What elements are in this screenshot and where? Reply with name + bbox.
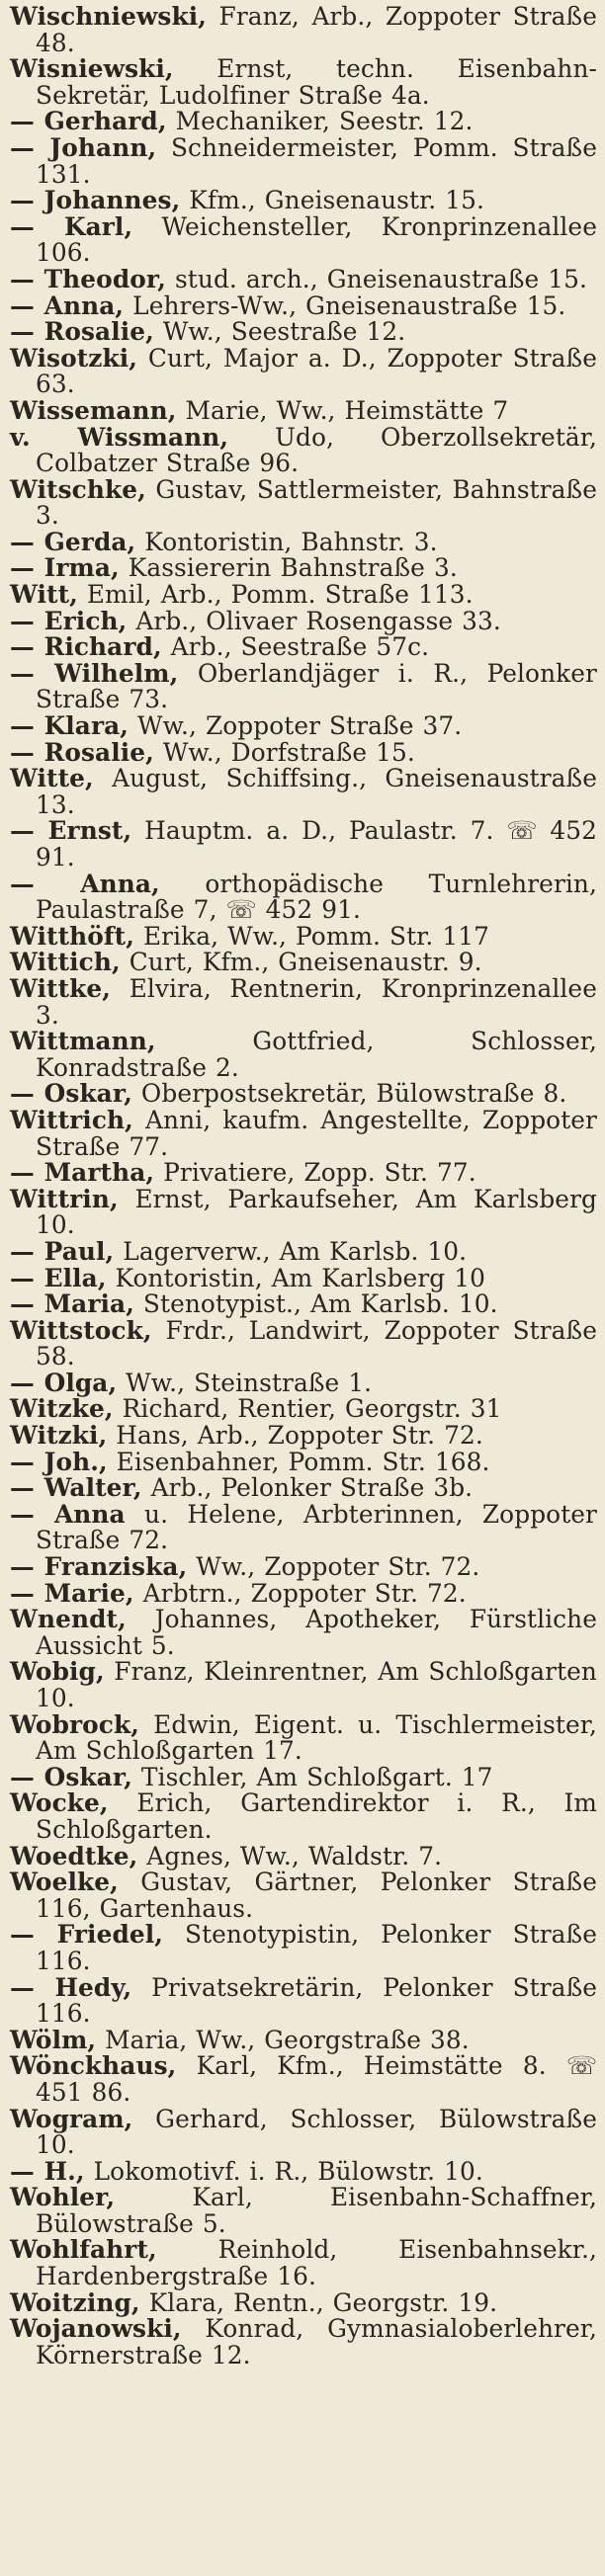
entry-details: Klara, Rentn., Georgstr. 19. xyxy=(139,2287,498,2317)
entry-details: Reinhold, Eisenbahnsekr., Hardenbergstraße 16. xyxy=(36,2235,597,2291)
entry-name: — Theodor, xyxy=(10,264,166,293)
entry-name: — Oskar, xyxy=(10,1079,132,1109)
directory-entry xyxy=(10,527,597,556)
directory-entry xyxy=(10,422,597,478)
entry-details: August, Schiffsing., Gneisenaustraße 13. xyxy=(36,764,597,819)
entry-details: Mechaniker, Seestr. 12. xyxy=(166,107,474,136)
entry-details: Franz, Kleinrentner, Am Schloßgarten 10. xyxy=(36,1657,597,1712)
entry-details: Emil, Arb., Pomm. Straße 113. xyxy=(77,580,474,610)
entry-name: — Martha, xyxy=(10,1158,155,1188)
entry-name: Wisniewski, xyxy=(10,54,174,84)
directory-entry xyxy=(10,973,597,1030)
directory-entry xyxy=(10,2104,597,2160)
directory-entry xyxy=(10,2237,597,2289)
entry-name: — Johannes, xyxy=(10,186,181,215)
entry-details: Oberpostsekretär, Bülowstraße 8. xyxy=(131,1079,567,1109)
directory-entry xyxy=(10,1447,597,1476)
directory-entry xyxy=(10,869,597,925)
entry-name: — Richard, xyxy=(10,632,162,662)
entry-name: — Maria, xyxy=(10,1289,134,1319)
entry-details: Ww., Steinstraße 1. xyxy=(117,1368,373,1397)
directory-entry xyxy=(10,2287,597,2317)
directory-entry xyxy=(10,2316,597,2368)
entry-name: Wobrock, xyxy=(10,1709,140,1739)
directory-entry xyxy=(10,56,597,109)
directory-entry xyxy=(10,2053,597,2106)
entry-details: Erich, Gartendirektor i. R., Im Schloßgarten. xyxy=(36,1788,597,1844)
entry-name: — Irma, xyxy=(10,553,120,583)
entry-name: Wittich, xyxy=(10,948,121,977)
entry-details: Hauptm. a. D., Paulastr. 7. ☏ 452 91. xyxy=(36,816,597,872)
entry-details: Privatsekretärin, Pelonker Straße 116. xyxy=(36,1972,598,2029)
directory-entry xyxy=(10,1423,597,1450)
entry-details: Gustav, Gärtner, Pelonker Straße 116, Gartenhaus. xyxy=(36,1868,597,1923)
directory-entry xyxy=(10,582,597,609)
entry-name: — Walter, xyxy=(10,1473,142,1503)
entry-name: — Erich, xyxy=(10,606,128,635)
entry-name: v. Wissmann, xyxy=(10,422,229,452)
directory-entry xyxy=(10,1263,597,1292)
entry-name: — Olga, xyxy=(10,1368,118,1397)
entry-name: Woelke, xyxy=(10,1868,119,1897)
directory-entry xyxy=(10,1160,597,1187)
entry-name: — Rosalie, xyxy=(10,317,154,347)
entry-details: Arb., Seestraße 57c. xyxy=(161,632,430,662)
directory-entry xyxy=(10,1499,597,1555)
entry-name: Wissemann, xyxy=(10,395,177,425)
entry-name: Wobig, xyxy=(10,1657,105,1687)
entry-details: Lokomotivf. i. R., Bülowstr. 10. xyxy=(84,2156,483,2186)
directory-entry xyxy=(10,264,597,293)
entry-name: Wittstock, xyxy=(10,1315,152,1345)
entry-details: Konrad, Gymnasialoberlehrer, Körnerstraße 12. xyxy=(36,2314,597,2369)
entry-name: Wisotzki, xyxy=(10,343,138,373)
directory-entry xyxy=(10,1709,597,1766)
directory-entry xyxy=(10,395,597,425)
entry-name: Witzki, xyxy=(10,1421,108,1451)
entry-name: Wohler, xyxy=(10,2183,116,2212)
directory-entry xyxy=(10,1368,597,1397)
entry-name: Wischniewski, xyxy=(10,2,207,31)
directory-entry xyxy=(10,555,597,582)
entry-details: Eisenbahner, Pomm. Str. 168. xyxy=(107,1447,490,1476)
entry-details: Karl, Eisenbahn-Schaffner, Bülowstraße 5. xyxy=(36,2183,597,2238)
directory-entry xyxy=(10,1029,597,1081)
directory-entry xyxy=(10,1184,597,1240)
directory-entry xyxy=(10,713,597,740)
entry-details: u. Helene, Arbterinnen, Zoppoter Straße 72. xyxy=(36,1499,597,1555)
entry-details: Gottfried, Schlosser, Konradstraße 2. xyxy=(36,1027,597,1082)
entry-details: Stenotypist., Am Karlsb. 10. xyxy=(133,1289,498,1319)
directory-entry xyxy=(10,2025,597,2054)
entry-name: — Anna xyxy=(10,1499,126,1529)
directory-entry xyxy=(10,818,597,871)
directory-entry xyxy=(10,921,597,951)
entry-name: Wittrich, xyxy=(10,1105,133,1134)
entry-name: — Ella, xyxy=(10,1263,107,1292)
entry-details: Erika, Ww., Pomm. Str. 117 xyxy=(133,921,490,951)
entry-name: Wojanowski, xyxy=(10,2314,182,2344)
entry-name: — Rosalie, xyxy=(10,737,154,767)
directory-entry xyxy=(10,634,597,661)
entry-details: Agnes, Ww., Waldstr. 7. xyxy=(137,1841,443,1870)
directory-entry xyxy=(10,1607,597,1659)
entry-name: — Anna, xyxy=(10,869,160,898)
entry-details: Curt, Kfm., Gneisenaustr. 9. xyxy=(120,948,482,977)
directory-entry xyxy=(10,766,597,818)
entry-name: — Wilhelm, xyxy=(10,658,179,688)
directory-entry xyxy=(10,1554,597,1581)
entry-name: — Friedel, xyxy=(10,1920,164,1950)
entry-details: Kontoristin, Am Karlsberg 10 xyxy=(106,1263,485,1292)
entry-details: Anni, kaufm. Angestellte, Zoppoter Straße 77. xyxy=(36,1105,597,1161)
directory-entry xyxy=(10,1475,597,1502)
entry-name: — Gerda, xyxy=(10,527,136,556)
entry-details: Lagerverw., Am Karlsb. 10. xyxy=(114,1236,468,1266)
entry-name: Wogram, xyxy=(10,2104,133,2133)
entry-details: Maria, Ww., Georgstraße 38. xyxy=(96,2025,470,2054)
entry-name: Wittke, xyxy=(10,973,112,1003)
entry-name: — H., xyxy=(10,2156,85,2186)
entry-name: Witt, xyxy=(10,580,78,610)
entry-name: Wönckhaus, xyxy=(10,2051,177,2081)
entry-details: Karl, Kfm., Heimstätte 8. ☏ 451 86. xyxy=(36,2051,597,2107)
directory-entry xyxy=(10,658,597,714)
directory-entry xyxy=(10,606,597,635)
entry-name: Wnendt, xyxy=(10,1605,127,1634)
entry-name: Witte, xyxy=(10,764,94,793)
entry-name: — Anna, xyxy=(10,291,125,320)
entry-name: — Paul, xyxy=(10,1236,115,1266)
directory-entry xyxy=(10,293,597,320)
entry-details: stud. arch., Gneisenaustraße 15. xyxy=(166,264,588,293)
entry-details: Weichensteller, Kronprinzenallee 106. xyxy=(36,211,597,268)
directory-entry xyxy=(10,1659,597,1711)
entry-name: — Joh., xyxy=(10,1447,108,1476)
entry-name: Wölm, xyxy=(10,2025,97,2054)
directory-entry xyxy=(10,1291,597,1318)
entry-details: Elvira, Rentnerin, Kronprinzenallee 3. xyxy=(36,973,597,1030)
directory-entry xyxy=(10,343,597,399)
entry-details: Arb., Olivaer Rosengasse 33. xyxy=(127,606,501,635)
entry-name: — Karl, xyxy=(10,211,133,241)
directory-entry xyxy=(10,1922,597,1974)
entry-name: — Ernst, xyxy=(10,816,132,846)
entry-details: Stenotypistin, Pelonker Straße 116. xyxy=(36,1920,597,1975)
directory-entry xyxy=(10,4,597,56)
entry-name: Wittmann, xyxy=(10,1027,156,1056)
entry-details: orthopädische Turnlehrerin, Paulastraße 7, ☏ 452 91. xyxy=(36,869,597,925)
entry-name: Witthöft, xyxy=(10,921,134,951)
directory-entry xyxy=(10,188,597,214)
directory-entry xyxy=(10,1841,597,1870)
entry-details: Lehrers-Ww., Gneisenaustraße 15. xyxy=(124,291,566,320)
directory-entry xyxy=(10,950,597,976)
entry-details: Curt, Major a. D., Zoppoter Straße 63. xyxy=(36,343,597,399)
directory-entry xyxy=(10,132,597,189)
entry-name: Wittrin, xyxy=(10,1184,119,1213)
entry-details: Frdr., Landwirt, Zoppoter Straße 58. xyxy=(36,1315,597,1371)
directory-entry xyxy=(10,1081,597,1108)
entry-name: — Gerhard, xyxy=(10,107,167,136)
entry-details: Arb., Pelonker Straße 3b. xyxy=(141,1473,474,1503)
entry-details: Hans, Arb., Zoppoter Str. 72. xyxy=(107,1421,483,1451)
entry-name: Witschke, xyxy=(10,474,146,504)
directory-entry xyxy=(10,1396,597,1423)
directory-entry xyxy=(10,1762,597,1791)
entry-details: Kfm., Gneisenaustr. 15. xyxy=(180,186,485,215)
entry-details: Schneidermeister, Pomm. Straße 131. xyxy=(36,132,597,189)
entry-name: Witzke, xyxy=(10,1394,114,1424)
entry-details: Kontoristin, Bahnstr. 3. xyxy=(135,527,438,556)
entry-details: Gerhard, Schlosser, Bülowstraße 10. xyxy=(36,2104,597,2160)
entry-details: Edwin, Eigent. u. Tischlermeister, Am Schloßgarten 17. xyxy=(36,1709,597,1766)
directory-entry xyxy=(10,109,597,135)
entry-details: Tischler, Am Schloßgart. 17 xyxy=(131,1762,493,1791)
entry-details: Ww., Seestraße 12. xyxy=(153,317,406,347)
entry-details: Richard, Rentier, Georgstr. 31 xyxy=(113,1394,502,1424)
entry-details: Johannes, Apotheker, Fürstliche Aussicht 5. xyxy=(36,1605,597,1660)
entry-details: Ww., Zoppoter Str. 72. xyxy=(187,1552,480,1582)
entry-details: Udo, Oberzollsekretär, Colbatzer Straße 96. xyxy=(36,422,597,478)
directory-entry xyxy=(10,1578,597,1608)
directory-entry xyxy=(10,1105,597,1161)
entry-name: — Oskar, xyxy=(10,1762,132,1791)
entry-details: Ww., Dorfstraße 15. xyxy=(153,737,415,767)
entry-details: Gustav, Sattlermeister, Bahnstraße 3. xyxy=(36,474,597,531)
entry-details: Marie, Ww., Heimstätte 7 xyxy=(176,395,509,425)
entry-details: Oberlandjäger i. R., Pelonker Straße 73. xyxy=(36,658,597,714)
directory-entry xyxy=(10,211,597,268)
entry-details: Ernst, Parkaufseher, Am Karlsberg 10. xyxy=(36,1184,597,1240)
directory-entry xyxy=(10,737,597,767)
entry-name: — Klara, xyxy=(10,711,130,741)
directory-entry xyxy=(10,1315,597,1371)
entry-name: Wohlfahrt, xyxy=(10,2235,157,2265)
entry-name: — Marie, xyxy=(10,1578,134,1608)
directory-entry xyxy=(10,2156,597,2186)
entry-details: Arbtrn., Zoppoter Str. 72. xyxy=(133,1578,467,1608)
directory-entry xyxy=(10,474,597,531)
directory-entry xyxy=(10,2185,597,2237)
entry-name: Woedtke, xyxy=(10,1841,138,1870)
directory-entry xyxy=(10,1870,597,1922)
entry-details: Ww., Zoppoter Straße 37. xyxy=(129,711,463,741)
directory-entry xyxy=(10,1236,597,1266)
entry-details: Privatiere, Zopp. Str. 77. xyxy=(154,1158,476,1188)
entry-name: — Franziska, xyxy=(10,1552,188,1582)
entry-name: Woitzing, xyxy=(10,2287,140,2317)
entry-details: Franz, Arb., Zoppoter Straße 48. xyxy=(36,2,597,57)
directory-entry xyxy=(10,1972,598,2029)
entry-name: Wocke, xyxy=(10,1788,109,1818)
entry-name: — Johann, xyxy=(10,132,157,162)
directory-entry xyxy=(10,319,597,346)
entry-details: Kassiererin Bahnstraße 3. xyxy=(119,553,458,583)
directory-entry xyxy=(10,1790,597,1843)
entry-details: Ernst, techn. Eisenbahn-Sekretär, Ludolfiner Straße 4a. xyxy=(36,54,597,110)
entry-name: — Hedy, xyxy=(10,1972,132,2002)
